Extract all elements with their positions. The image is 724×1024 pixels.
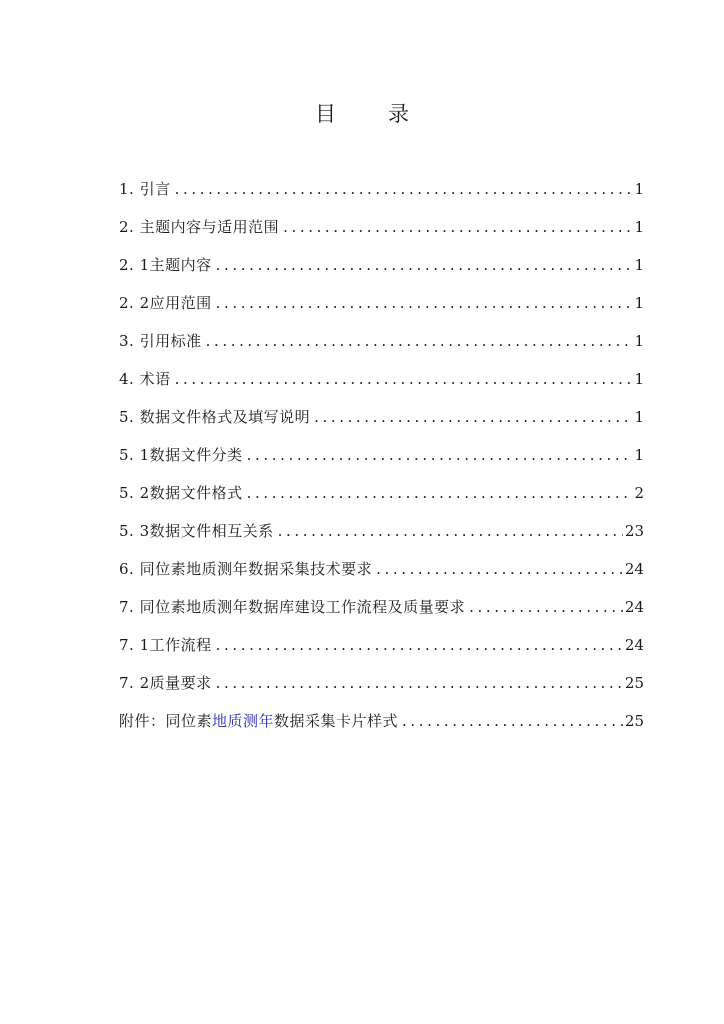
toc-entry-workflow[interactable] (119, 634, 644, 672)
toc-entry-references[interactable] (119, 330, 644, 368)
toc-entry-workflow-quality[interactable] (119, 596, 644, 634)
toc-leader-dots (283, 218, 632, 236)
toc-entry-label: 2. 2应用范围 (119, 294, 212, 312)
toc-leader-dots (247, 484, 632, 502)
toc-leader-dots (216, 636, 623, 654)
toc-entry-label: 2. 1主题内容 (119, 256, 212, 274)
toc-leader-dots (247, 446, 632, 464)
toc-page-number: 2 (634, 484, 644, 502)
toc-page-number: 24 (624, 636, 644, 654)
toc-leader-dots (278, 522, 623, 540)
toc-page-number: 24 (624, 560, 644, 578)
toc-leader-dots (469, 598, 623, 616)
toc-entry-label: 7. 同位素地质测年数据库建设工作流程及质量要求 (119, 598, 466, 616)
toc-entry-quality-requirements[interactable] (119, 672, 644, 710)
toc-entry-label: 7. 2质量要求 (119, 674, 212, 692)
toc-entry-label: 4. 术语 (119, 370, 171, 388)
toc-entry-label: 3. 引用标准 (119, 332, 202, 350)
toc-leader-dots (175, 370, 632, 388)
toc-entry-scope[interactable] (119, 216, 644, 254)
toc-leader-dots (175, 180, 632, 198)
toc-entry-file-format-detail[interactable] (119, 482, 644, 520)
toc-entry-file-relations[interactable] (119, 520, 644, 558)
toc-title-char-2: 录 (388, 102, 409, 126)
toc-entry-label: 7. 1工作流程 (119, 636, 212, 654)
toc-page-number: 25 (624, 674, 644, 692)
toc-page-number: 1 (634, 218, 644, 236)
toc-leader-dots (216, 294, 632, 312)
appendix-label-before: 附件：同位素 (119, 712, 213, 730)
toc-entry-label: 6. 同位素地质测年数据采集技术要求 (119, 560, 373, 578)
toc-title (0, 98, 724, 128)
toc-entry-terms[interactable] (119, 368, 644, 406)
toc-entry-intro[interactable] (119, 178, 644, 216)
toc-page-number: 1 (634, 370, 644, 388)
toc-entry-label (119, 710, 398, 731)
toc-entry-label: 2. 主题内容与适用范围 (119, 218, 280, 236)
toc-page-number: 1 (634, 446, 644, 464)
toc-entry-file-format[interactable] (119, 406, 644, 444)
toc-title-char-1: 目 (315, 102, 336, 126)
toc-leader-dots (216, 256, 632, 274)
toc-list (119, 178, 644, 748)
toc-page-number: 1 (634, 408, 644, 426)
toc-leader-dots (376, 560, 623, 578)
toc-entry-technical-requirements[interactable] (119, 558, 644, 596)
toc-page-number: 23 (624, 522, 644, 540)
toc-leader-dots (216, 674, 623, 692)
toc-entry-label: 5. 数据文件格式及填写说明 (119, 408, 311, 426)
toc-page-number: 1 (634, 332, 644, 350)
toc-page-number: 24 (624, 598, 644, 616)
toc-page-number: 1 (634, 180, 644, 198)
appendix-label-highlight: 地质测年 (212, 712, 275, 730)
toc-page-number: 1 (634, 294, 644, 312)
toc-entry-file-classification[interactable] (119, 444, 644, 482)
toc-leader-dots (314, 408, 632, 426)
toc-entry-label: 5. 3数据文件相互关系 (119, 522, 274, 540)
toc-entry-label: 5. 2数据文件格式 (119, 484, 243, 502)
toc-entry-application-scope[interactable] (119, 292, 644, 330)
toc-entry-subject-content[interactable] (119, 254, 644, 292)
toc-leader-dots (402, 712, 623, 730)
appendix-label-after: 数据采集卡片样式 (274, 712, 399, 730)
toc-entry-label: 1. 引言 (119, 180, 171, 198)
toc-entry-appendix[interactable] (119, 710, 644, 748)
toc-page-number: 25 (624, 712, 644, 730)
toc-leader-dots (206, 332, 632, 350)
toc-entry-label: 5. 1数据文件分类 (119, 446, 243, 464)
toc-page-number: 1 (634, 256, 644, 274)
